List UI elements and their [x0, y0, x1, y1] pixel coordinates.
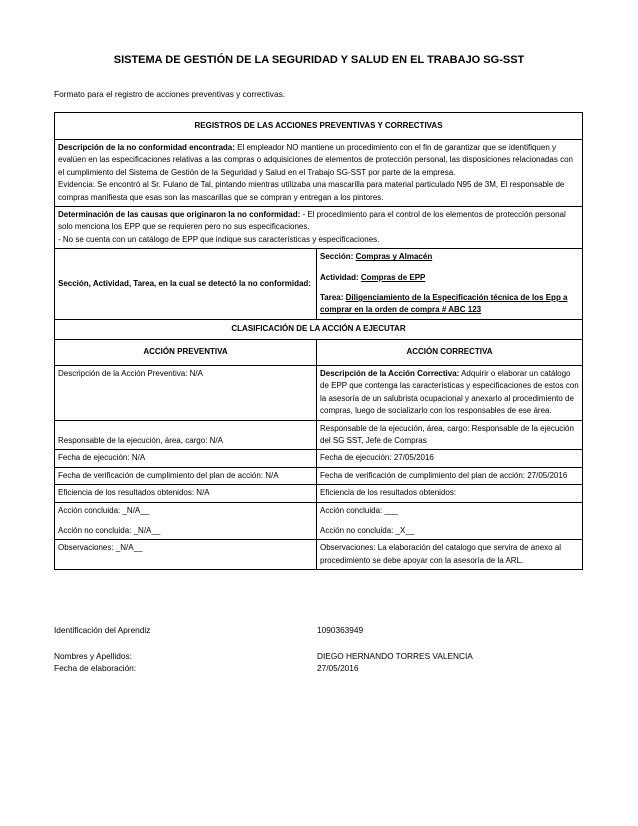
correctiva-verificacion: Fecha de verificación de cumplimiento del plan de acción: 27/05/2016 [317, 467, 583, 484]
determinacion-cell [55, 207, 583, 249]
correctiva-concluida: Acción concluida: ___ [320, 505, 398, 515]
tarea-value: Diligenciamiento de la Especificación técnica de los Epp a comprar en la orden de compra # ABC 123 [320, 293, 568, 315]
seccion-key: Sección: [320, 252, 354, 262]
clasificacion-header: CLASIFICACIÓN DE LA ACCIÓN A EJECUTAR [55, 319, 583, 339]
preventiva-conclusion-cell [55, 502, 317, 540]
preventiva-descripcion: Descripción de la Acción Preventiva: N/A [55, 365, 317, 420]
descripcion-cell [55, 140, 583, 207]
correctiva-header: ACCIÓN CORRECTIVA [317, 339, 583, 365]
seccion-cell [317, 249, 583, 320]
aprendiz-id-label: Identificación del Aprendiz [54, 625, 151, 635]
correctiva-descripcion-cell [317, 365, 583, 420]
aprendiz-id-value: 1090363949 [317, 625, 364, 635]
actividad-value: Compras de EPP [360, 272, 426, 282]
correctiva-conclusion-cell [317, 502, 583, 540]
fecha-elaboracion-label: Fecha de elaboración: [54, 663, 137, 673]
registro-header: REGISTROS DE LAS ACCIONES PREVENTIVAS Y CORRECTIVAS [55, 113, 583, 140]
nombres-value: DIEGO HERNANDO TORRES VALENCIA [317, 651, 473, 661]
correctiva-eficiencia: Eficiencia de los resultados obtenidos: [317, 485, 583, 502]
correctiva-descripcion-label: Descripción de la Acción Correctiva: [320, 368, 460, 378]
determinacion-text-2: - No se cuenta con un catálogo de EPP que indique sus características y especificaciones. [58, 234, 380, 244]
correctiva-no-concluida: Acción no concluida: _X__ [320, 525, 415, 535]
correctiva-responsable: Responsable de la ejecución, área, cargo: Responsable de la ejecución del SG SST, Jefe de Compras [317, 420, 583, 450]
actions-table [54, 112, 583, 570]
preventiva-concluida: Acción concluida: _N/A__ [58, 505, 150, 515]
correctiva-descripcion-text: Adquirir o elaborar un catálogo de EPP que contenga las características y especificaciones de estos con la asesoría de un salubrista ocupacional y anexarlo al procedimiento de compras, luego de socializarlo con los responsables de ese área. [320, 368, 579, 416]
preventiva-header: ACCIÓN PREVENTIVA [55, 339, 317, 365]
correctiva-fecha: Fecha de ejecución: 27/05/2016 [317, 450, 583, 467]
preventiva-verificacion: Fecha de verificación de cumplimiento del plan de acción: N/A [55, 467, 317, 484]
preventiva-no-concluida: Acción no concluida: _N/A__ [58, 525, 161, 535]
actividad-key: Actividad: [320, 272, 359, 282]
descripcion-label: Descripción de la no conformidad encontrada: [58, 143, 235, 152]
page-subtitle: Formato para el registro de acciones preventivas y correctivas. [54, 89, 286, 99]
determinacion-label: Determinación de las causas que originaron la no conformidad: [58, 210, 301, 220]
preventiva-eficiencia: Eficiencia de los resultados obtenidos: N/A [55, 485, 317, 502]
seccion-value: Compras y Almacén [355, 252, 433, 262]
tarea-key: Tarea: [320, 293, 344, 303]
evidencia-text: Evidencia: Se encontró al Sr. Fulano de Tal, pintando mientras utilizaba una mascarilla para material particulado N95 de 3M, El responsable de compras manifiesta que esas son las mascarillas que se compran y entregan a los pintores. [58, 180, 565, 202]
preventiva-responsable: Responsable de la ejecución, área, cargo: N/A [55, 420, 317, 450]
fecha-elaboracion-value: 27/05/2016 [317, 663, 359, 673]
nombres-label: Nombres y Apellidos: [54, 651, 132, 661]
descripcion-text: El empleador NO mantiene un procedimiento con el fin de garantizar que se identifiquen y evalúen en las especificaciones relativas a las compras o adquisiciones de elementos de protección personal, las disposiciones relacionadas con el cumplimiento del Sistema de Gestión de la Seguridad y Salud en el Trabajo SG-SST por parte de la empresa. [58, 143, 573, 177]
seccion-label: Sección, Actividad, Tarea, en la cual se detectó la no conformidad: [55, 249, 317, 320]
preventiva-observaciones: Observaciones: _N/A__ [55, 540, 317, 570]
correctiva-observaciones: Observaciones: La elaboración del catalogo que servira de anexo al procedimiento se debe apoyar con la asesoría de la ARL. [317, 540, 583, 570]
determinacion-text: - El procedimiento para el control de los elementos de protección personal solo menciona los EPP que se requieren pero no sus especificaciones. [58, 210, 566, 232]
page-title: SISTEMA DE GESTIÓN DE LA SEGURIDAD Y SALUD EN EL TRABAJO SG-SST [113, 54, 525, 66]
preventiva-fecha: Fecha de ejecución: N/A [55, 450, 317, 467]
